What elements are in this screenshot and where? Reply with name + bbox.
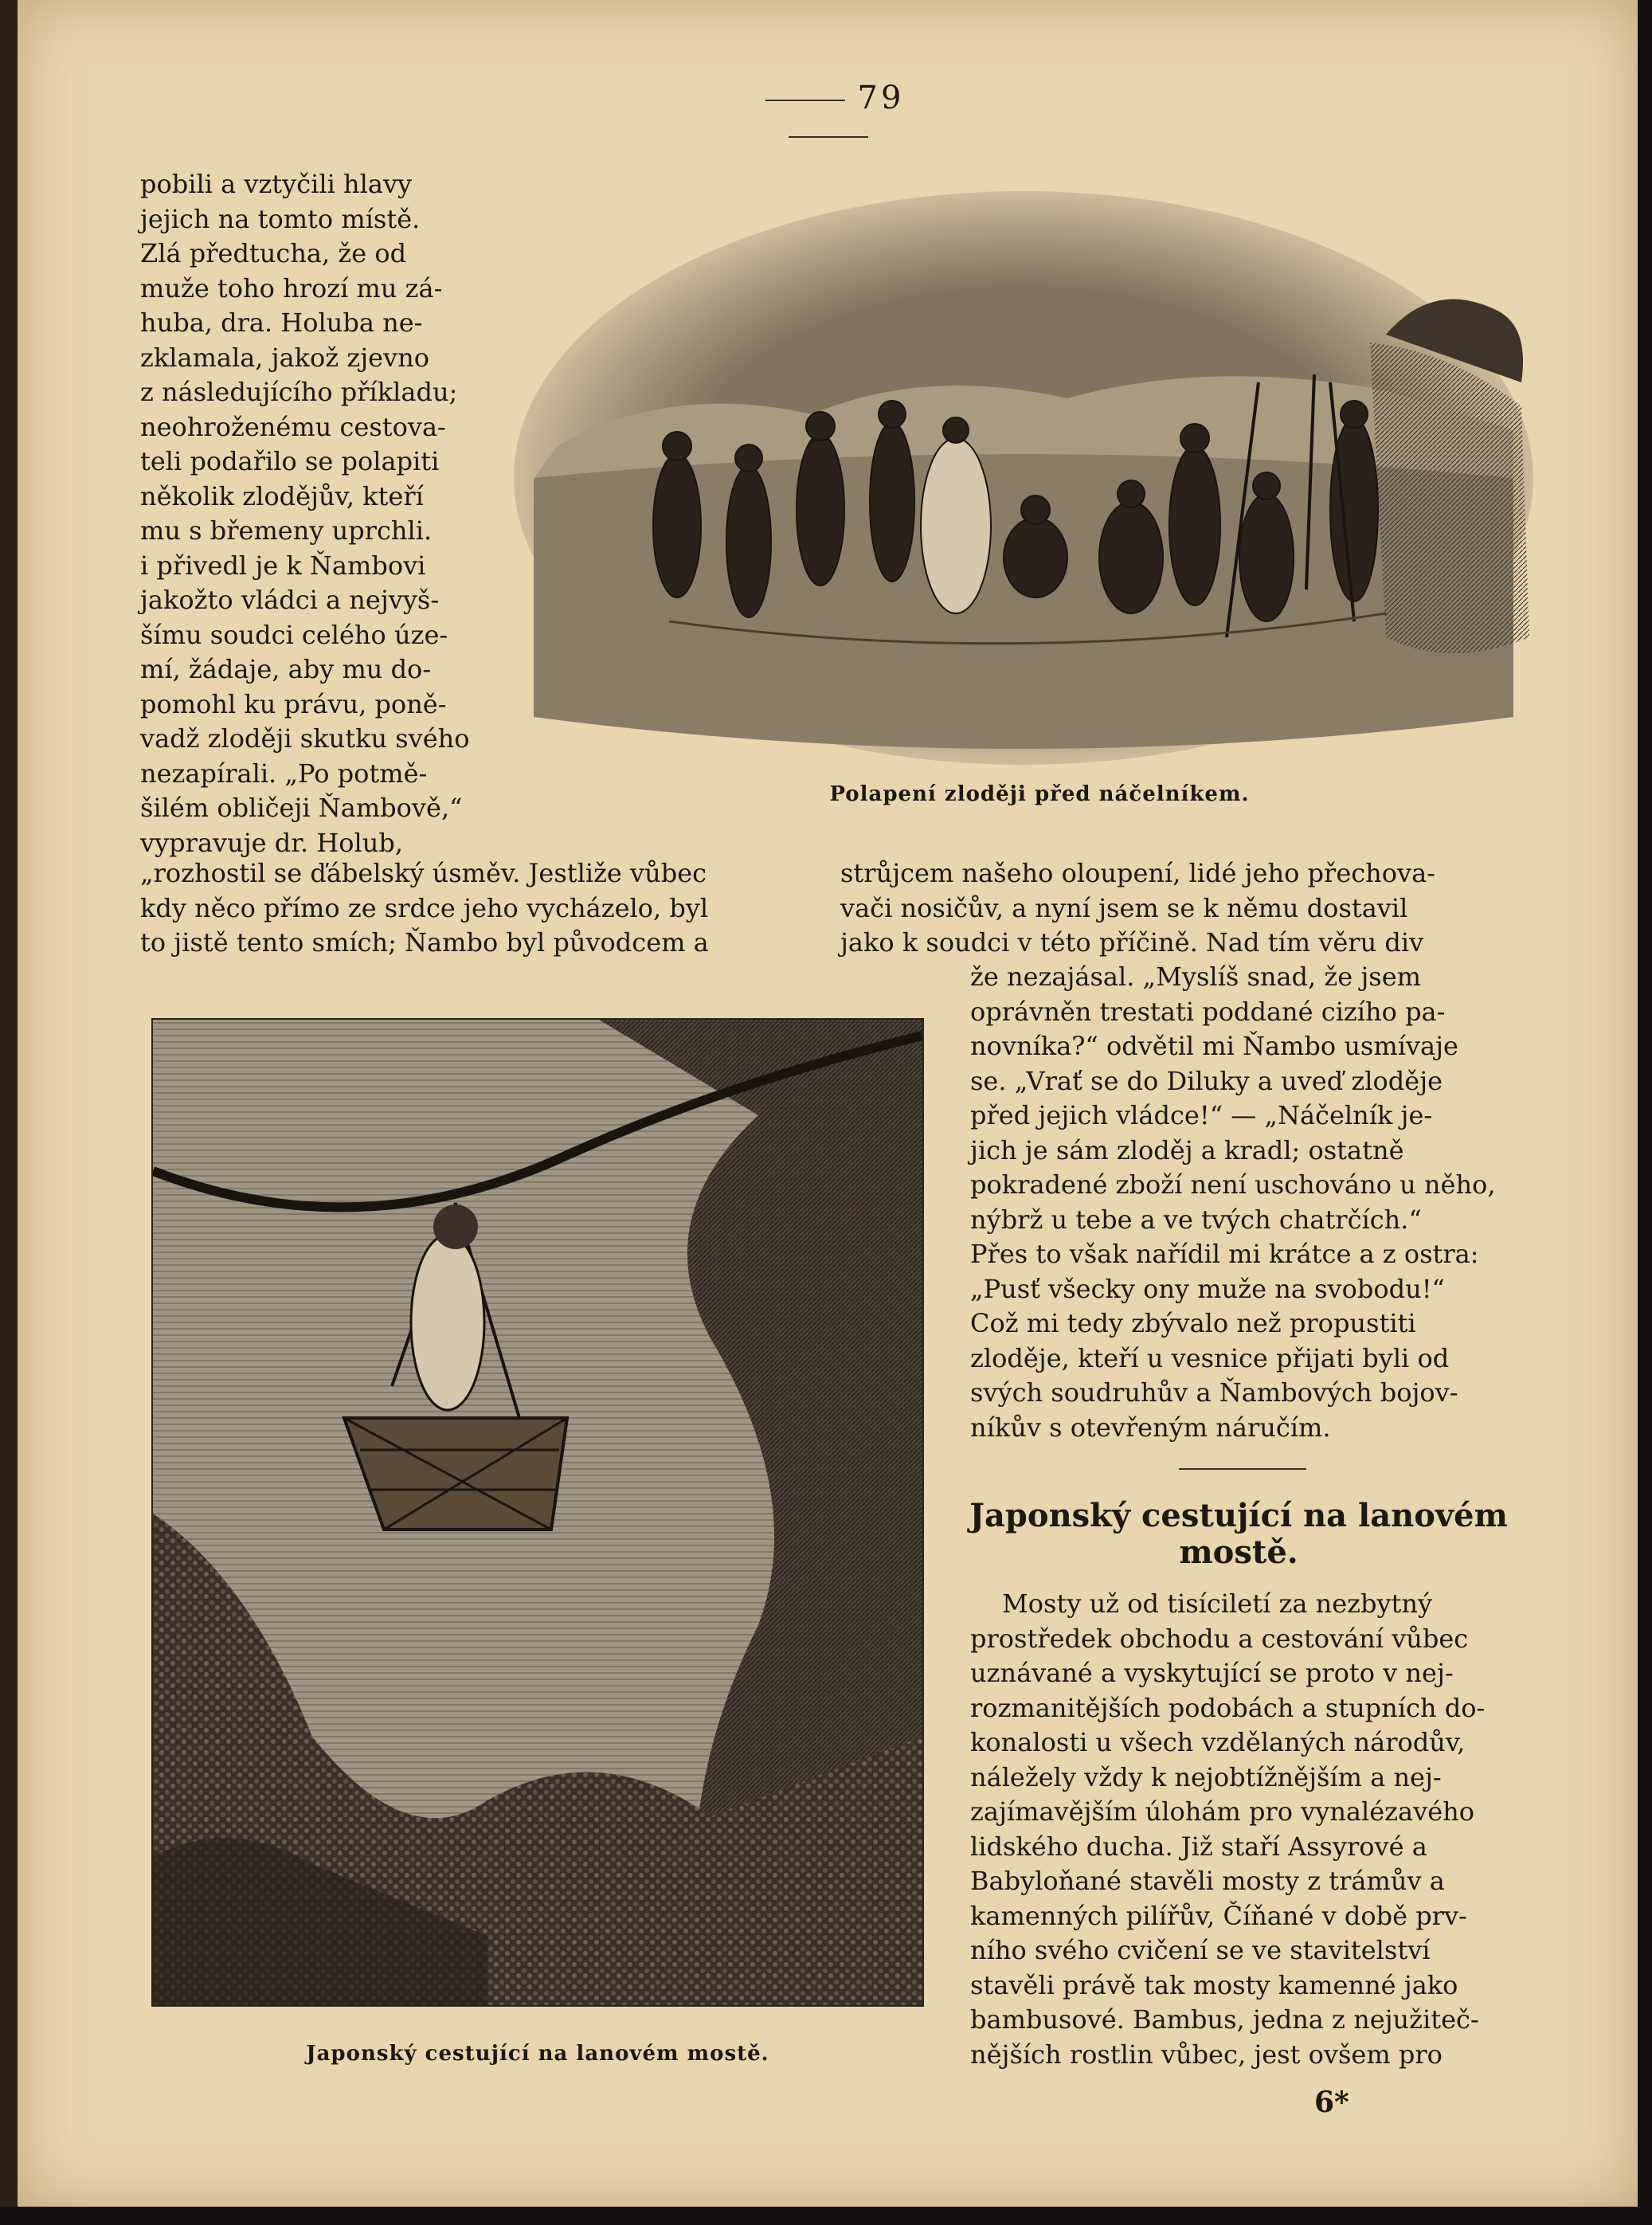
- text-line: i přivedl je k Ňambovi: [140, 550, 426, 581]
- text-line: šímu soudci celého úze-: [140, 619, 448, 650]
- text-line: Mosty už od tisíciletí za nezbytný: [1002, 1588, 1433, 1619]
- text-line: „rozhostil se ďábelský úsměv. Jestliže vůbec: [140, 858, 707, 888]
- text-line: náležely vždy k nejobtížnějším a nej-: [970, 1761, 1442, 1792]
- text-line: kamenných pilířův, Číňané v době prv-: [970, 1900, 1467, 1931]
- text-line: nezapírali. „Po potmě-: [140, 758, 428, 789]
- text-line: konalosti u všech vzdělaných národův,: [970, 1727, 1466, 1757]
- text-line: se. „Vrať se do Diluky a uveď zloděje: [970, 1065, 1443, 1096]
- text-line: oprávněn trestati poddané cizího pa-: [970, 996, 1446, 1027]
- text-line: to jistě tento smích; Ňambo byl původcem a: [140, 927, 709, 958]
- text-line: Přes to však nařídil mi krátce a z ostra:: [970, 1239, 1479, 1269]
- text-line: pokradené zboží není uschováno u něho,: [970, 1169, 1496, 1200]
- text-line: huba, dra. Holuba ne-: [140, 308, 423, 338]
- page-edge-bottom: [0, 2207, 1652, 2225]
- left-column-wide: [140, 856, 806, 961]
- text-line: zloděje, kteří u vesnice přijati byli od: [970, 1342, 1450, 1373]
- text-line: nějších rostlin vůbec, jest ovšem pro: [970, 2039, 1443, 2070]
- article-heading: Japonský cestující na lanovém mostě.: [969, 1497, 1508, 1571]
- text-line: prostředek obchodu a cestování vůbec: [970, 1623, 1469, 1654]
- text-line: zajímavějším úlohám pro vynalézavého: [970, 1796, 1474, 1827]
- illustration-rope-bridge: [151, 1018, 924, 2007]
- page-number-rule-left: [765, 100, 845, 101]
- text-line: muže toho hrozí mu zá-: [140, 272, 443, 304]
- text-line: neohroženému cestova-: [140, 411, 446, 442]
- text-line: jich je sám zloděj a kradl; ostatně: [970, 1134, 1404, 1165]
- text-line: vypravuje dr. Holub,: [140, 827, 404, 858]
- rope-bridge-engraving: [153, 1020, 922, 2005]
- text-line: vadž zloději skutku svého: [140, 723, 470, 754]
- left-column-narrow: [140, 167, 475, 860]
- right-column-top: [840, 856, 1508, 961]
- article-body: [970, 1587, 1509, 2072]
- text-line: jako k soudci v této příčině. Nad tím věru div: [840, 927, 1424, 958]
- text-line: že nezajásal. „Myslíš snad, že jsem: [970, 962, 1421, 992]
- text-line: bambusové. Bambus, jedna z nejužiteč-: [970, 2004, 1479, 2035]
- thieves-engraving: [510, 143, 1537, 781]
- text-line: nýbrž u tebe a ve tvých chatrčích.“: [970, 1204, 1422, 1235]
- text-line: kdy něco přímo ze srdce jeho vycházelo, byl: [140, 892, 709, 923]
- text-line: Babyloňané stavěli mosty z trámův a: [970, 1866, 1445, 1896]
- text-line: pobili a vztyčili hlavy: [140, 169, 413, 199]
- text-line: jejich na tomto místě.: [140, 203, 421, 234]
- text-line: ního svého cvičení se ve stavitelství: [970, 1935, 1431, 1965]
- page-number-rule-right: [789, 136, 868, 138]
- text-line: před jejich vládce!“ — „Náčelník je-: [970, 1100, 1433, 1130]
- signature-mark: 6*: [1314, 2086, 1349, 2119]
- page-edge: [1638, 0, 1652, 2225]
- book-binding: [0, 0, 18, 2225]
- caption-top: Polapení zloději před náčelníkem.: [829, 782, 1250, 806]
- text-line: vači nosičův, a nyní jsem se k němu dostavil: [840, 892, 1408, 923]
- text-line: několik zlodějův, kteří: [140, 480, 424, 511]
- text-line: rozmanitějších podobách a stupních do-: [970, 1692, 1486, 1723]
- section-divider: [1179, 1468, 1306, 1470]
- text-line: „Pusť všecky ony muže na svobodu!“: [970, 1273, 1445, 1304]
- text-line: zklamala, jakož zjevno: [140, 342, 429, 373]
- text-line: uznávané a vyskytující se proto v nej-: [970, 1658, 1454, 1688]
- text-line: níkův s otevřeným náručím.: [970, 1412, 1331, 1443]
- text-line: Zlá předtucha, že od: [140, 238, 407, 268]
- text-line: teli podařilo se polapiti: [140, 446, 440, 476]
- text-line: mu s břemeny uprchli.: [140, 515, 433, 546]
- text-line: jakožto vládci a nejvyš-: [140, 585, 440, 615]
- text-line: Což mi tedy zbývalo než propustiti: [970, 1308, 1416, 1338]
- right-column-mid: [970, 960, 1509, 1445]
- text-line: novníka?“ odvětil mi Ňambo usmívaje: [970, 1031, 1458, 1061]
- text-line: šilém obličeji Ňambově,“: [140, 793, 463, 823]
- text-line: svých soudruhův a Ňambových bojov-: [970, 1377, 1458, 1408]
- text-line: pomohl ku právu, poně-: [140, 688, 447, 719]
- text-line: stavěli právě tak mosty kamenné jako: [970, 1969, 1458, 2000]
- text-line: z následujícího příkladu;: [140, 377, 458, 407]
- caption-bottom: Japonský cestující na lanovém mostě.: [306, 2042, 769, 2066]
- text-line: strůjcem našeho oloupení, lidé jeho přechova-: [840, 858, 1436, 888]
- text-line: lidského ducha. Již staří Assyrové a: [970, 1831, 1427, 1862]
- page-number-text: 79: [857, 80, 905, 116]
- page-number: [709, 80, 948, 153]
- text-line: mí, žádaje, aby mu do-: [140, 654, 432, 684]
- illustration-thieves-before-chief: [510, 143, 1537, 781]
